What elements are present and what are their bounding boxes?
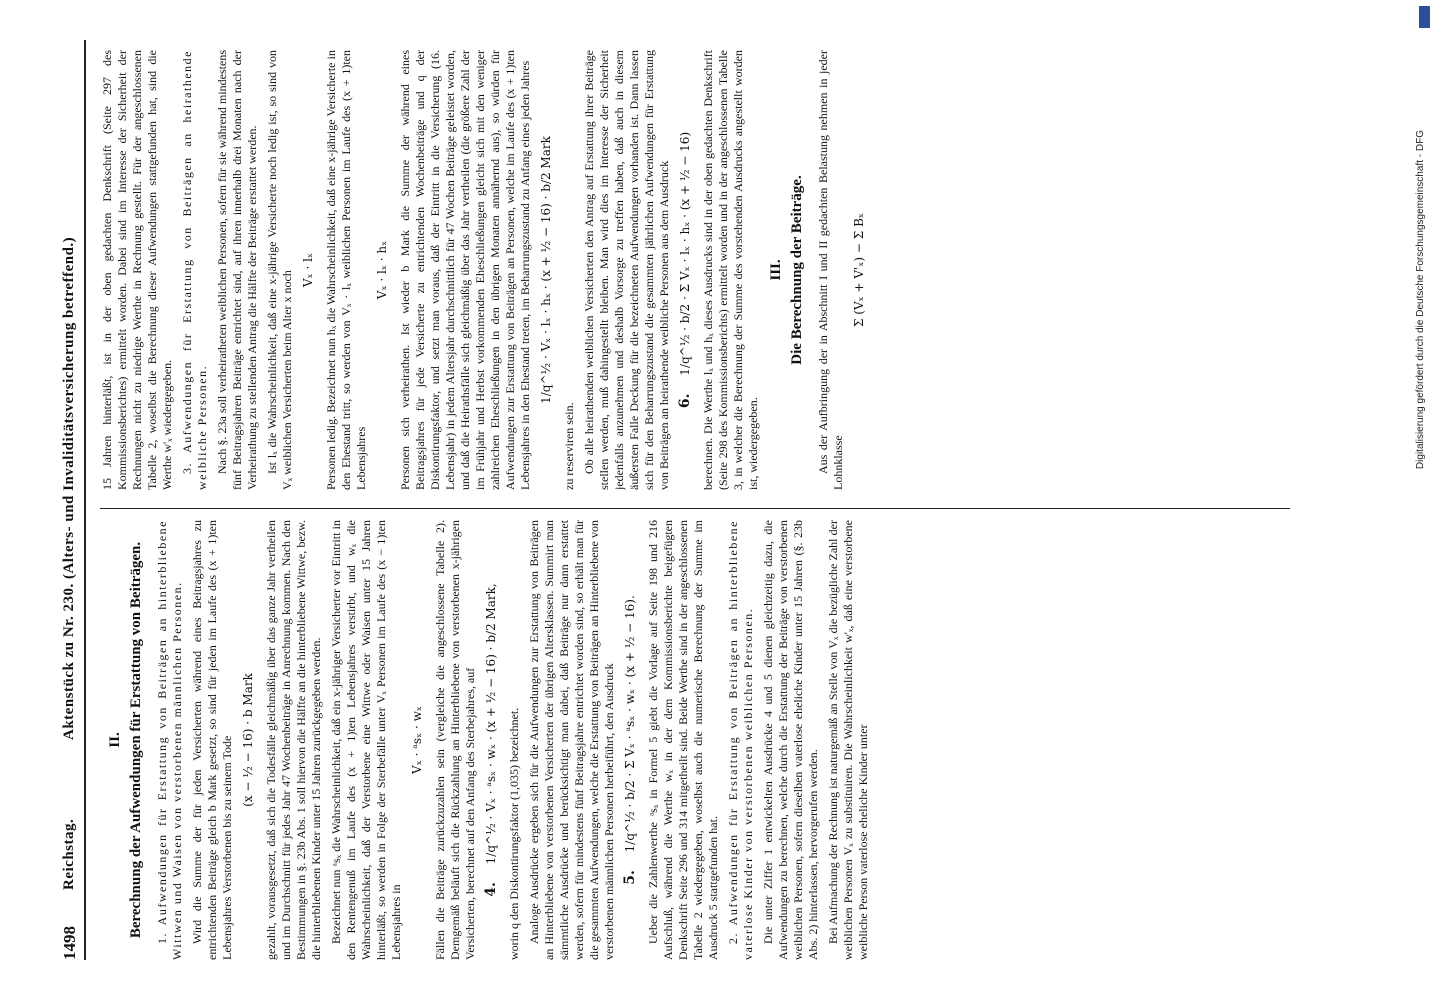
paragraph: Fällen die Beiträge zurückzuzahlen sein (vergleiche die angeschlossene Tabelle 2). Demgemäß beläuft sich die Rückzahlung an Hinterbliebene von verstorbenen x-jährigen Versicherten, berechnet auf den Anfang des Sterbejahres, auf — [433, 520, 477, 960]
paragraph: Analoge Ausdrücke ergeben sich für die Aufwendungen zur Erstattung von Beiträgen an Hinterbliebene von verstorbenen Versicherten der übrigen Altersklassen. Summirt man sämmtliche Ausdrücke und berücksichtigt man dabei, daß Beiträge nur dann erstattet werden, sofern für mindestens fünf Beitragsjahre entrichtet worden sind, so erhält man für die gesammten Aufwendungen, welche die Erstattung von Beiträgen an Hinterbliebene von verstorbenen männlichen Personen herbeiführt, den Ausdruck — [527, 520, 616, 960]
paragraph: Bei Aufmachung der Rechnung ist naturgemäß an Stelle von Vₓ die bezügliche Zahl der weiblichen Personen Vₓ zu substituiren. Die Wahrscheinlichkeit w'ₓ, daß eine verstorbene weibliche Person vaterlose eheliche Kinder unter — [826, 520, 870, 960]
formula-number: 6. — [677, 393, 693, 409]
formula-numbered — [623, 520, 638, 960]
column-divider — [100, 508, 1290, 509]
paragraph: Personen sich verheirathen. Ist wieder b Mark die Summe der während eines Beitragsjahres für jede Versicherte zu entrichtenden Wochenbeiträge und q der Diskontirungsfaktor, und setzt man voraus, daß der Eintritt in die Versicherung (16. Lebensjahr) in jedem Altersjahr durchschnittlich für 47 Wochen Beiträge geleistet worden, und daß die Heirathsfälle sich gleichmäßig über das Jahr vertheilen (die größere Zahl der im Frühjahr und Herbst vorkommenden Eheschließungen gleicht sich mit den weniger zahlreichen Eheschließungen in den übrigen Monaten annähernd aus), so würden für Aufwendungen zur Erstattung von Beiträgen an Personen, welche im Laufe des (x + 1)ten Lebensjahres in den Ehestand treten, im Beharrungszustand zu Anfang eines jeden Jahres — [398, 50, 532, 490]
paragraph: Personen ledig. Bezeichnet nun hₓ die Wahrscheinlichkeit, daß eine x-jährige Versicherte in den Ehestand tritt, so werden von Vₓ · lₓ weiblichen Personen im Laufe des (x + 1)ten Lebensjahres — [324, 50, 368, 490]
formula: Vₓ · lₓ · hₓ — [375, 240, 389, 300]
formula: 1/q^½ · Vₓ · ᵃsₓ · wₓ · (x + ½ − 16) · b/2 Mark, — [484, 583, 498, 865]
paragraph: Aus der Aufbringung der in Abschnitt I und II gedachten Belastung nehmen in jeder Lohnklasse — [816, 50, 845, 490]
paragraph: zu reserviren sein. — [562, 402, 576, 490]
formula: 1/q^½ · Vₓ · lₓ · hₓ · (x + ½ − 16) · b/2 Mark — [539, 136, 553, 404]
paragraph: berechnen. Die Werthe lₓ und hₓ dieses Ausdrucks sind in der oben gedachten Denkschrift (Seite 298 des Kommissionsberichts) ermittelt worden und in der angeschlossenen Tabelle 3, in welcher die Berechnung der Summe des vorstehenden Ausdrucks angestellt worden ist, wiedergegeben. — [701, 50, 760, 490]
page-header — [58, 40, 86, 960]
left-column — [100, 520, 1300, 960]
formula: Σ (Vₓ + V'ₓ) − Σ Bₓ — [852, 212, 866, 328]
paragraph: Nach §. 23a soll verheiratheten weiblichen Personen, sofern für sie während mindestens fünf Beitragsjahren Beiträge entrichtet sind, auf ihren innerhalb drei Monaten nach der Verheirathung zu stellenden Antrag die Hälfte der Beiträge erstattet werden. — [215, 50, 259, 490]
paragraph: Ob alle heirathenden weiblichen Versicherten den Antrag auf Erstattung ihrer Beiträge stellen werden, muß dahingestellt bleiben. Man wird dies im Interesse der Sicherheit jedenfalls anzunehmen und deshalb Vorsorge zu treffen haben, daß auch in diesem äußersten Falle Deckung für die bezeichneten Aufwendungen vorhanden ist. Dann lassen sich für den Beharrungszustand die gesammten jährlichen Aufwendungen für Erstattung von Beiträgen an heirathende weibliche Personen aus dem Ausdruck — [582, 50, 671, 490]
digitization-sidebar — [1410, 0, 1432, 1000]
section-number: II. — [107, 732, 123, 748]
formula: Vₓ · ᵃsₓ · wₓ — [410, 706, 424, 774]
dfg-credit: Digitalisierung gefördert durch die Deutsche Forschungsgemeinschaft - DFG — [1415, 130, 1426, 470]
paragraph: Ueber die Zahlenwerthe ᵃsₓ in Formel 5 giebt die Vorlage auf Seite 198 und 216 Aufschluß, während die Werthe wₓ in der dem Kommissionsberichte beigefügten Denkschrift Seite 296 und 314 mitgetheilt sind. Beide Werthe sind in der angeschlossenen Tabelle 2 wiedergegeben, woselbst auch die numerische Berechnung der Summe im Ausdruck 5 stattgefunden hat. — [646, 520, 720, 960]
formula: Vₓ · lₓ — [301, 252, 315, 288]
paragraph: Bezeichnet nun ᵃsₓ die Wahrscheinlichkeit, daß ein x-jähriger Versicherter vor Eintritt in den Rentengenuß im Laufe des (x + 1)ten Lebensjahres verstirbt, und wₓ die Wahrscheinlichkeit, daß der Verstorbene eine Wittwe oder Waisen unter 15 Jahren hinterläßt, so werden in Folge der Sterbefälle unter Vₓ Personen im Laufe des (x − 1)ten Lebensjahres in — [329, 520, 403, 960]
publisher-label: Reichstag. — [61, 818, 77, 890]
paragraph: worin q den Diskontirungsfaktor (1,035) bezeichnet. — [507, 707, 521, 960]
dfg-logo — [1419, 6, 1430, 28]
paragraph: Ist lₓ die Wahrscheinlichkeit, daß eine x-jährige Versicherte noch ledig ist, so sind von Vₓ weiblichen Versicherten beim Alter x noch — [265, 50, 294, 490]
paragraph: Wird die Summe der für jeden Versicherten während eines Beitragsjahres zu entrichtenden Beiträge gleich b Mark gesetzt, so sind für jeden im Laufe des (x + 1)ten Lebensjahres Verstorbenen bis zu seinem Tode — [190, 520, 234, 960]
paragraph: 15 Jahren hinterläßt, ist in der oben gedachten Denkschrift (Seite 297 des Kommissionsberichtes) ermittelt worden. Dabei sind im Interesse der Sicherheit der Rechnungen nicht zu niedrige Werthe in Rechnung gestellt. Für der angeschlossenen Tabelle 2, woselbst die Berechnung dieser Aufwendungen stattgefunden hat, sind die Werthe w'ₓ wiedergegeben. — [100, 50, 174, 490]
section-title: Berechnung der Aufwendungen für Erstattung von Beiträgen. — [128, 541, 144, 939]
paragraph: Die unter Ziffer 1 entwickelten Ausdrücke 4 und 5 dienen gleichzeitig dazu, die Aufwendungen zu berechnen, welche durch die Erstattung der Beiträge von verstorbenen weiblichen Personen, sofern dieselben vaterlose eheliche Kinder unter 15 Jahren (§. 23b Abs. 2) hinterlassen, hervorgerufen werden. — [761, 520, 820, 960]
subsection-heading: 1. Aufwendungen für Erstattung von Beiträgen an hinterbliebene Wittwen und Waisen von verstorbenen männlichen Personen. — [155, 520, 184, 960]
subsection-heading: 2. Aufwendungen für Erstattung von Beiträgen an hinterbliebene vaterlose Kinder von verstorbenen weiblichen Personen. — [726, 520, 755, 960]
right-column — [100, 50, 1300, 490]
formula-number: 5. — [622, 870, 638, 885]
header-title: Aktenstück zu Nr. 230. (Alters- und Invaliditätsversicherung betreffend.) — [61, 236, 77, 740]
section-title: Die Berechnung der Beiträge. — [789, 175, 805, 365]
section-number: III. — [768, 259, 784, 281]
page-number: 1498 — [60, 926, 79, 960]
formula-numbered — [484, 520, 499, 960]
subsection-heading: 3. Aufwendungen für Erstattung von Beiträgen an heirathende weibliche Personen. — [180, 50, 209, 490]
formula: 1/q^½ · b/2 · Σ Vₓ · ᵃsₓ · wₓ · (x + ½ − 16). — [623, 595, 637, 853]
formula-numbered — [678, 50, 693, 490]
paragraph: gezahlt, vorausgesetzt, daß sich die Todesfälle gleichmäßig über das ganze Jahr vertheilen und im Durchschnitt für jedes Jahr 47 Wochenbeiträge in Anrechnung kommen. Nach den Bestimmungen in §. 23b Abs. 1 soll hiervon die Hälfte an die hinterbliebene Wittwe, bezw. die hinterbliebenen Kinder unter 15 Jahren zurückgegeben werden. — [264, 520, 323, 960]
formula: 1/q^½ · b/2 · Σ Vₓ · lₓ · hₓ · (x + ½ − 16) — [678, 131, 692, 376]
formula: (x − ½ − 16) · b Mark — [241, 673, 255, 807]
formula-number: 4. — [483, 882, 499, 897]
